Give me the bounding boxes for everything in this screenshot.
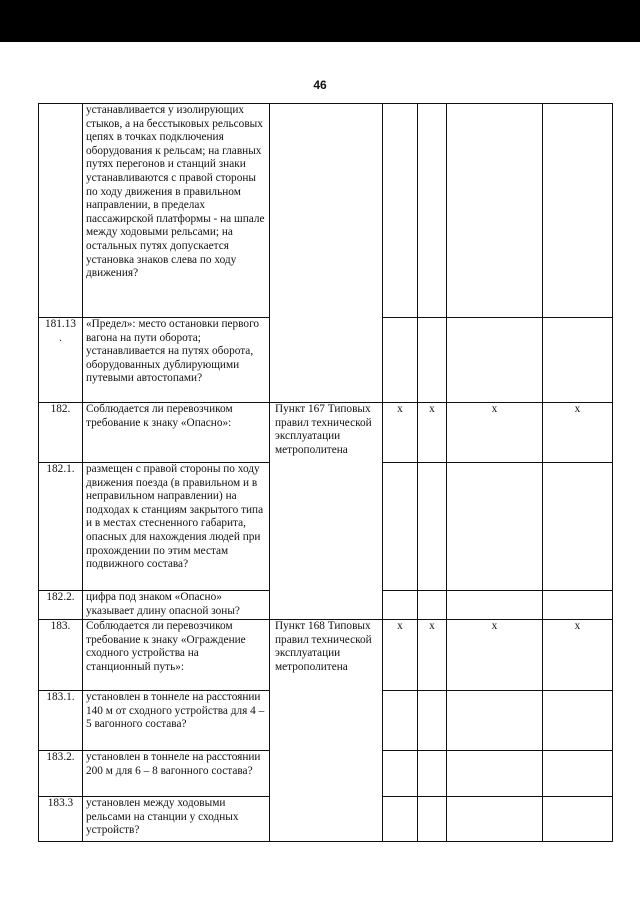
- requirement-text: установлен между ходовыми рельсами на станции у сходных устройств?: [83, 797, 270, 842]
- requirement-text: Соблюдается ли перевозчиком требование к знаку «Опасно»:: [83, 403, 270, 463]
- mark-cell: [383, 318, 418, 403]
- mark-cell: [447, 104, 543, 318]
- table-row: [39, 104, 613, 318]
- mark-cell: [418, 591, 447, 620]
- mark-cell: [543, 691, 613, 751]
- mark-cell: [418, 751, 447, 797]
- reference-cell: [270, 104, 383, 403]
- mark-cell: [418, 104, 447, 318]
- x-mark: x: [543, 403, 613, 463]
- mark-cell: [543, 751, 613, 797]
- mark-cell: [543, 318, 613, 403]
- mark-cell: [543, 591, 613, 620]
- mark-cell: [447, 318, 543, 403]
- row-number: [39, 104, 83, 318]
- requirement-text: Соблюдается ли перевозчиком требование к знаку «Ограждение сходного устройства на станционный путь»:: [83, 620, 270, 691]
- x-mark: x: [447, 403, 543, 463]
- mark-cell: [447, 797, 543, 842]
- mark-cell: [418, 691, 447, 751]
- requirement-text: «Предел»: место остановки первого вагона на пути оборота; устанавливается на путях оборота, оборудованных дублирующими путевыми автостопами?: [83, 318, 270, 403]
- row-number-cont: .: [59, 331, 62, 344]
- row-number: 183.: [39, 620, 83, 691]
- mark-cell: [383, 797, 418, 842]
- mark-cell: [447, 591, 543, 620]
- x-mark: x: [418, 620, 447, 691]
- mark-cell: [447, 751, 543, 797]
- mark-cell: [543, 463, 613, 591]
- row-number-main: 181.13: [44, 318, 77, 330]
- requirement-text: установлен в тоннеле на расстоянии 140 м от сходного устройства для 4 – 5 вагонного состава?: [83, 691, 270, 751]
- row-number: 182.2.: [39, 591, 83, 620]
- mark-cell: [383, 591, 418, 620]
- row-number: 183.2.: [39, 751, 83, 797]
- scan-top-border: [0, 0, 640, 42]
- mark-cell: [383, 104, 418, 318]
- reference-text: Пункт 168 Типовых правил технической эксплуатации метрополитена: [275, 620, 372, 673]
- page-number: 46: [313, 78, 327, 92]
- requirement-text: установлен в тоннеле на расстоянии 200 м для 6 – 8 вагонного состава?: [83, 751, 270, 797]
- x-mark: x: [418, 403, 447, 463]
- requirement-text: цифра под знаком «Опасно» указывает длину опасной зоны?: [83, 591, 270, 620]
- mark-cell: [543, 104, 613, 318]
- mark-cell: [383, 751, 418, 797]
- mark-cell: [383, 691, 418, 751]
- mark-cell: [418, 463, 447, 591]
- mark-cell: [383, 463, 418, 591]
- mark-cell: [447, 691, 543, 751]
- reference-text: Пункт 167 Типовых правил технической эксплуатации метрополитена: [275, 403, 372, 456]
- mark-cell: [447, 463, 543, 591]
- table-row: [39, 620, 613, 691]
- x-mark: x: [383, 620, 418, 691]
- x-mark: x: [543, 620, 613, 691]
- reference-cell: [270, 620, 383, 842]
- mark-cell: [543, 797, 613, 842]
- table-row: [39, 403, 613, 463]
- row-number: 182.: [39, 403, 83, 463]
- requirements-table: [38, 103, 613, 842]
- row-number: 183.1.: [39, 691, 83, 751]
- mark-cell: [418, 797, 447, 842]
- x-mark: x: [447, 620, 543, 691]
- mark-cell: [418, 318, 447, 403]
- requirement-text: устанавливается у изолирующих стыков, а на бесстыковых рельсовых цепях в точках подключения оборудования к рельсам; на главных путях перегонов и станций знаки устанавливаются с правой стороны по ходу движения в правильном направлении, в пределах пассажирской платформы - на шпале между ходовыми рельсами; на остальных путях допускается установка знаков слева по ходу движения?: [83, 104, 270, 318]
- row-number: 182.1.: [39, 463, 83, 591]
- row-number: 183.3: [39, 797, 83, 842]
- x-mark: x: [383, 403, 418, 463]
- reference-cell: [270, 403, 383, 620]
- requirement-text: размещен с правой стороны по ходу движения поезда (в правильном и в неправильном направлении) на подходах к станциям закрытого типа и в местах стесненного габарита, опасных для нахождения людей при прохождении по этим местам подвижного состава?: [83, 463, 270, 591]
- row-number: [39, 318, 83, 403]
